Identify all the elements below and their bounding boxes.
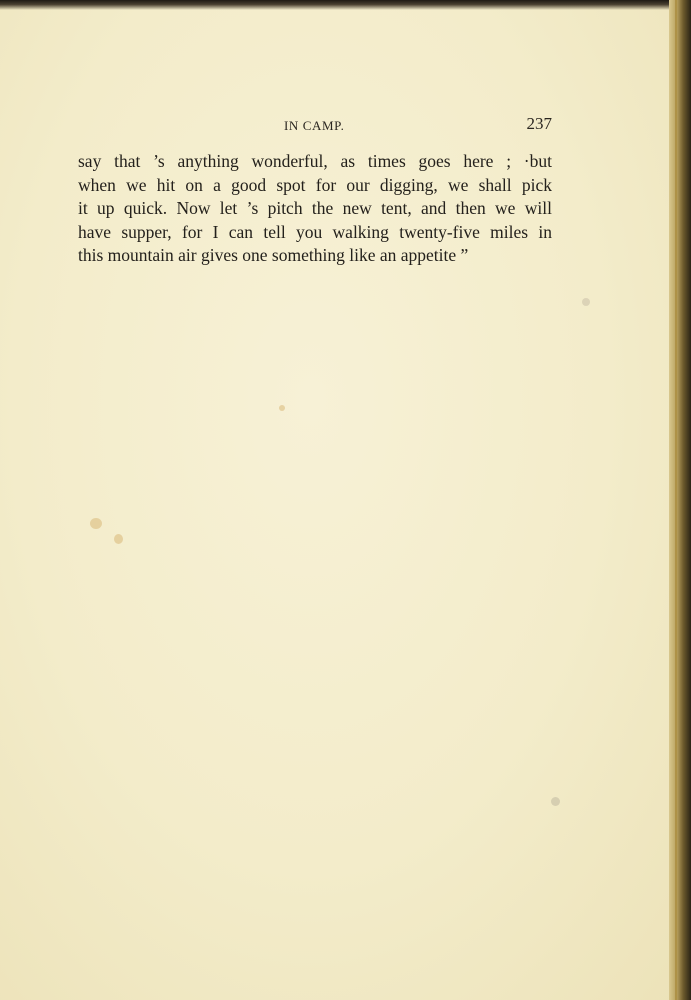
foxing-spot [279, 405, 285, 411]
foxing-spot [90, 518, 102, 529]
text-line: say that ’s anything wonderful, as times goes here ; ·but [78, 151, 552, 171]
text-line: have supper, for I can tell you walking twenty-five miles in [78, 221, 552, 242]
page-number: 237 [526, 114, 552, 133]
page-header [78, 116, 552, 136]
running-head: IN CAMP. [284, 118, 345, 133]
spine-fold-line [675, 0, 677, 1000]
text-line: when we hit on a good spot for our digging, we shall pick [78, 174, 552, 195]
foxing-spot [114, 534, 123, 544]
page-top-shadow [0, 0, 691, 10]
foxing-spot [582, 298, 590, 306]
body-paragraph [78, 150, 552, 268]
text-line: it up quick. Now let ’s pitch the new tent, and then we will [78, 198, 552, 219]
text-line: this mountain air gives one something like an appetite ” [78, 245, 469, 266]
foxing-spot [551, 797, 560, 806]
book-spine-edge [669, 0, 691, 1000]
